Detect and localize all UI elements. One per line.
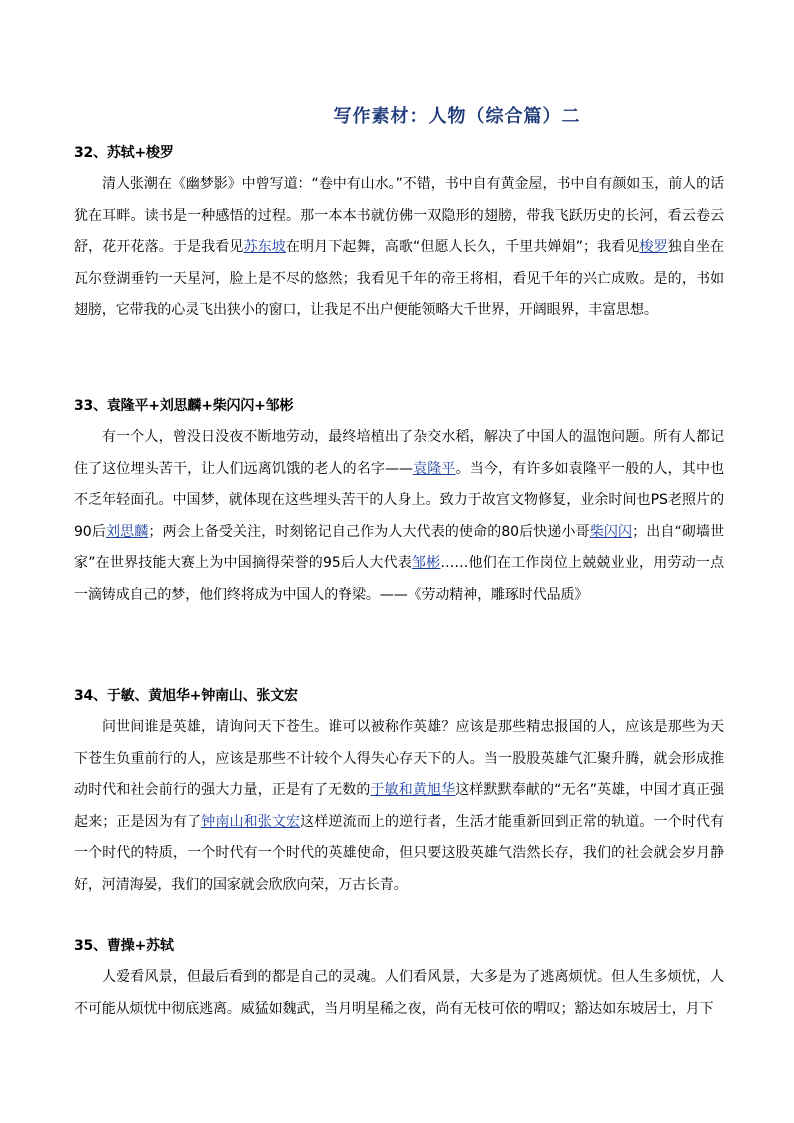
person-link[interactable]: 柴闪闪 (589, 523, 633, 540)
paragraph-text: ；出自“砌墙世家”在世界技能大赛上为中国摘得荣誉的95后人大代表 (74, 523, 724, 572)
paragraph-text: 这样逆流而上的逆行者，生活才能重新回到正常的轨道。一个时代有一个时代的特质，一个时代有一个时代的英雄使命，但只要这股英雄气浩然长存，我们的社会就会岁月静好，河清海晏，我们的国家就会欣欣向荣，万古长青。 (74, 813, 724, 893)
person-link[interactable]: 于敏和黄旭华 (370, 782, 456, 799)
paragraph-text: 人爱看风景，但最后看到的都是自己的灵魂。人们看风景，大多是为了逃离烦忧。但人生多烦忧，人不可能从烦忧中彻底逃离。威猛如魏武，当月明星稀之夜，尚有无枝可依的喟叹；豁达如东坡居士，月下 (74, 969, 724, 1017)
paragraph-text: ……他们在工作岗位上兢兢业业，用劳动一点一滴铸成自己的梦，他们终将成为中国人的脊梁。——《劳动精神，雕琢时代品质》 (74, 555, 724, 603)
section-32 (74, 143, 724, 327)
section-34 (74, 686, 724, 902)
person-link[interactable]: 刘思麟 (105, 523, 149, 540)
section-paragraph (74, 422, 724, 612)
paragraph-text: 问世间谁是英雄，请询问天下苍生。谁可以被称作英雄？应该是那些精忠报国的人，应该是那些为天下苍生负重前行的人，应该是那些不计较个人得失心存天下的人。当一股股英雄气汇聚升腾，就会形成推动时代和社会前行的强大力量，正是有了无数的 (74, 719, 724, 799)
paragraph-text: 清人张潮在《幽梦影》中曾写道：“卷中有山水。”不错，书中自有黄金屋，书中自有颜如玉，前人的话犹在耳畔。读书是一种感悟的过程。那一本本书就仿佛一双隐形的翅膀，带我飞跃历史的长河，看云卷云舒，花开花落。于是我看见 (74, 176, 724, 256)
section-heading: 35、曹操+苏轼 (74, 938, 174, 954)
section-33 (74, 396, 724, 612)
person-link[interactable]: 钟南山和张文宏 (201, 813, 301, 830)
paragraph-text: ；两会上备受关注，时刻铭记自己作为人大代表的使命的80后快递小哥 (148, 523, 590, 540)
section-heading: 33、袁隆平+刘思麟+柴闪闪+邹彬 (74, 398, 294, 414)
paragraph-text: 有一个人，曾没日没夜不断地劳动，最终培植出了杂交水稻，解决了中国人的温饱问题。所有人都记住了这位埋头苦干，让人们远离饥饿的老人的名字—— (74, 429, 724, 477)
section-35 (74, 936, 724, 1025)
section-heading: 32、苏轼+梭罗 (74, 145, 174, 161)
section-paragraph (74, 712, 724, 902)
person-link[interactable]: 梭罗 (639, 239, 668, 256)
person-link[interactable]: 邹彬 (412, 555, 441, 572)
paragraph-text: 这样默默奉献的“无名”英雄，中国才真正强起来；正是因为有了 (74, 782, 724, 830)
paragraph-text: 。当今，有许多如袁隆平一般的人，其中也不乏年轻面孔。中国梦，就体现在这些埋头苦干的人身上。致力于故宫文物修复，业余时间也PS老照片的90后 (74, 460, 724, 540)
section-heading: 34、于敏、黄旭华+钟南山、张文宏 (74, 688, 298, 704)
paragraph-text: 独自坐在瓦尔登湖垂钓一天星河，脸上是不尽的悠然；我看见千年的帝王将相，看见千年的兴亡成败。是的，书如翅膀，它带我的心灵飞出狭小的窗口，让我足不出户便能领略大千世界，开阔眼界，丰富思想。 (74, 239, 725, 319)
section-paragraph (74, 962, 724, 1025)
paragraph-text: 在明月下起舞，高歌“但愿人长久，千里共婵娟”；我看见 (285, 239, 640, 256)
person-link[interactable]: 苏东坡 (243, 239, 286, 256)
person-link[interactable]: 袁隆平 (412, 460, 456, 477)
page-title: 写作素材：人物（综合篇）二 (333, 106, 581, 127)
section-paragraph (74, 169, 724, 327)
